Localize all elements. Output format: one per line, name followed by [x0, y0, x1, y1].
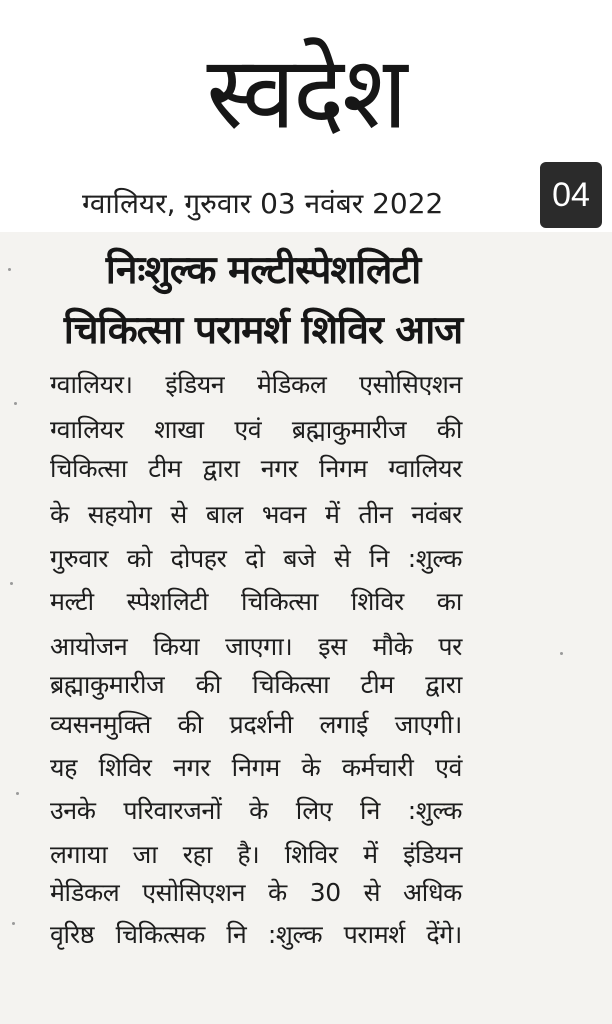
article-body-line: आयोजन किया जाएगा। इस मौके पर — [50, 632, 462, 661]
paper-speck — [560, 652, 563, 655]
masthead — [0, 28, 612, 158]
article-body-line: व्यसनमुक्ति की प्रदर्शनी लगाई जाएगी। — [50, 710, 462, 739]
article-body-line: के सहयोग से बाल भवन में तीन नवंबर — [50, 500, 462, 529]
article-body-line: ग्वालियर। इंडियन मेडिकल एसोसिएशन — [50, 370, 462, 399]
newspaper-title: स्वदेश — [206, 34, 406, 152]
article-body-line: मल्टी स्पेशलिटी चिकित्सा शिविर का — [50, 587, 462, 616]
article-body-line: गुरुवार को दोपहर दो बजे से नि :शुल्क — [50, 544, 462, 573]
paper-speck — [14, 402, 17, 405]
paper-speck — [8, 268, 11, 271]
dateline: ग्वालियर, गुरुवार 03 नवंबर 2022 — [82, 187, 444, 220]
paper-speck — [10, 582, 13, 585]
paper-speck — [12, 922, 15, 925]
article-body-line: चिकित्सा टीम द्वारा नगर निगम ग्वालियर — [50, 454, 462, 483]
article-body-line: ग्वालियर शाखा एवं ब्रह्माकुमारीज की — [50, 415, 462, 444]
article-body-line: वृरिष्ठ चिकित्सक नि :शुल्क परामर्श देंगे। — [50, 920, 462, 949]
article-headline-line-2: चिकित्सा परामर्श शिविर आज — [63, 308, 463, 353]
article-body-line: उनके परिवारजनों के लिए नि :शुल्क — [50, 796, 462, 825]
page-number-badge: 04 — [540, 162, 602, 228]
article-body-line: मेडिकल एसोसिएशन के 30 से अधिक — [50, 878, 462, 907]
article-body-line: यह शिविर नगर निगम के कर्मचारी एवं — [50, 753, 462, 782]
article-body-line: ब्रह्माकुमारीज की चिकित्सा टीम द्वारा — [50, 670, 462, 699]
paper-speck — [16, 792, 19, 795]
article-headline-line-1: निःशुल्क मल्टीस्पेशलिटी — [105, 248, 421, 293]
article-body-line: लगाया जा रहा है। शिविर में इंडियन — [50, 840, 462, 869]
